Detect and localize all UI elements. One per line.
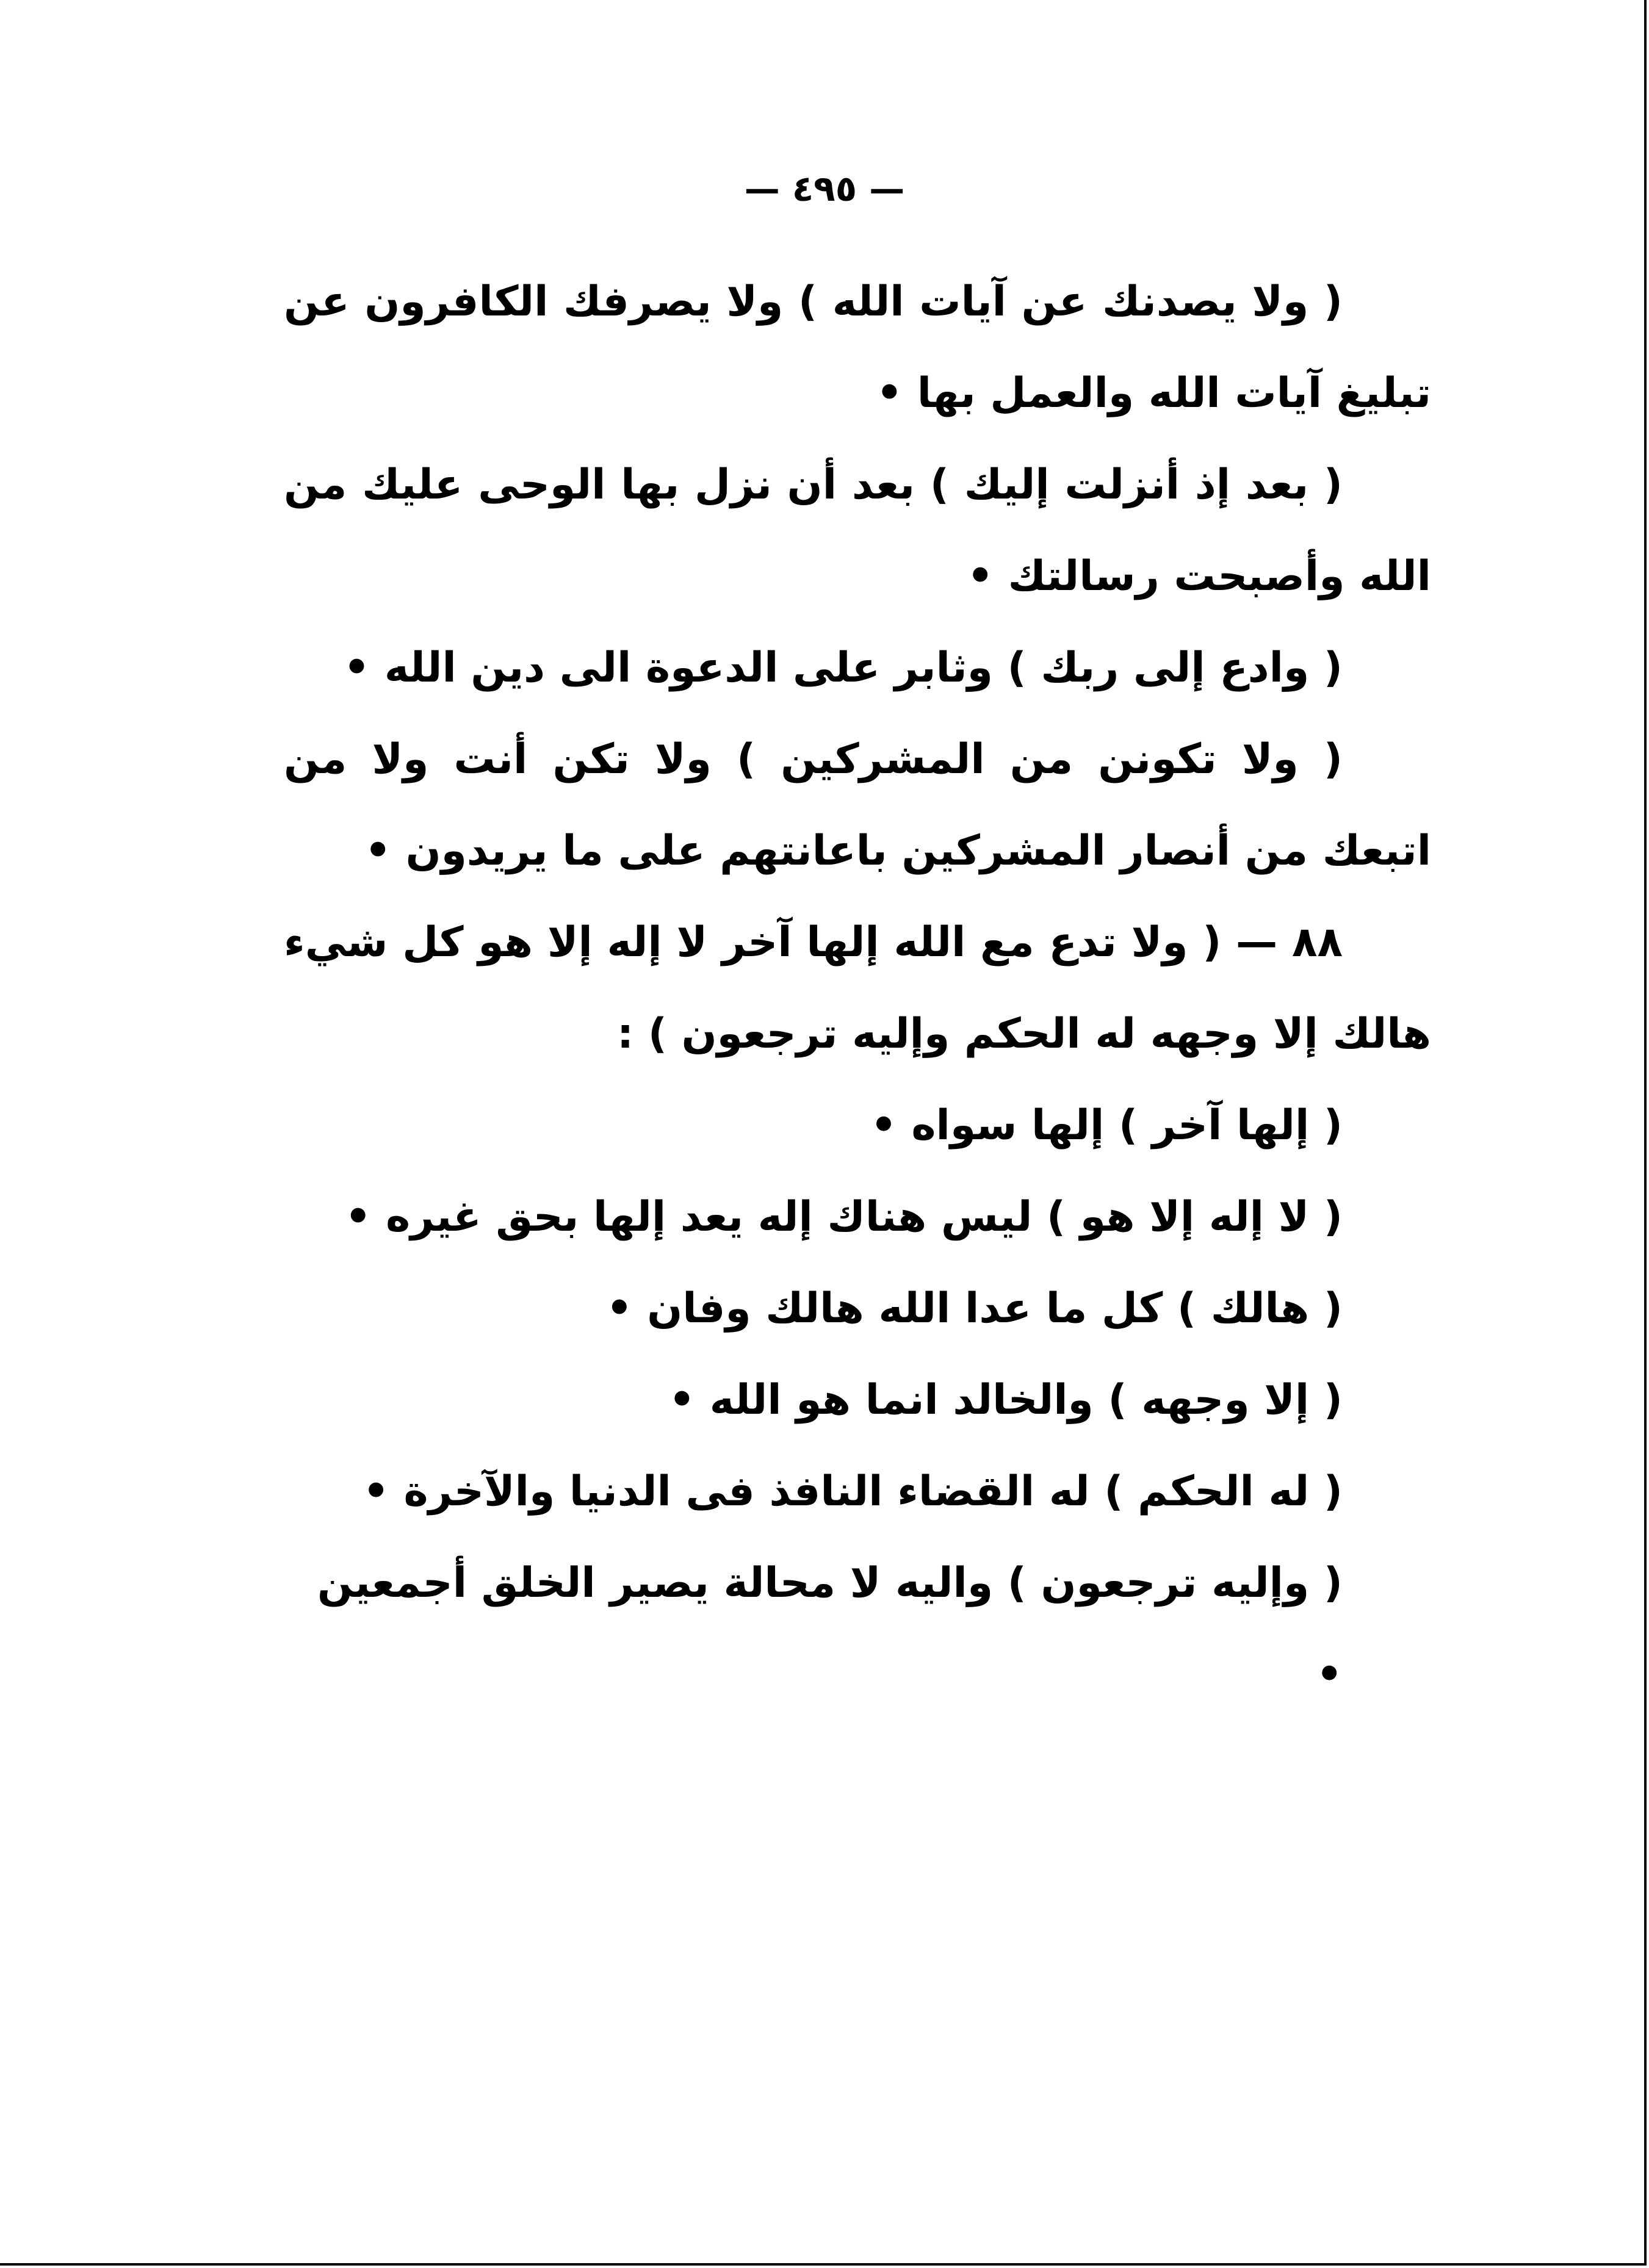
- note-5: ( له الحكم ) له القضاء النافذ فى الدنيا والآخرة •: [363, 1467, 1343, 1516]
- page-body: [284, 256, 1431, 1721]
- paragraph-5-verse-88: ٨٨ — ( ولا تدع مع الله إلها آخر لا إله إلا هو كل شيء هالك إلا وجهه له الحكم وإليه ترجعون ) :: [284, 918, 1431, 1058]
- paragraph-3: ( وادع إلى ربك ) وثابر على الدعوة الى دين الله •: [343, 644, 1343, 692]
- note-4: ( إلا وجهه ) والخالد انما هو الله •: [668, 1376, 1343, 1424]
- page-number: — ٤٩٥ —: [744, 168, 905, 209]
- note-3: ( هالك ) كل ما عدا الله هالك وفان •: [606, 1284, 1343, 1333]
- paragraph-1: ( ولا يصدنك عن آيات الله ) ولا يصرفك الكافرون عن تبليغ آيات الله والعمل بها •: [284, 278, 1431, 417]
- note-6: ( وإليه ترجعون ) واليه لا محالة يصير الخلق أجمعين •: [317, 1559, 1343, 1699]
- paragraph-4: ( ولا تكونن من المشركين ) ولا تكن أنت ولا من اتبعك من أنصار المشركين باعانتهم على ما يريدون •: [284, 735, 1431, 875]
- note-2: ( لا إله إلا هو ) ليس هناك إله يعد إلها بحق غيره •: [344, 1193, 1343, 1241]
- note-1: ( إلها آخر ) إلها سواه •: [870, 1101, 1343, 1150]
- paragraph-2: ( بعد إذ أنزلت إليك ) بعد أن نزل بها الوحى عليك من الله وأصبحت رسالتك •: [284, 461, 1431, 600]
